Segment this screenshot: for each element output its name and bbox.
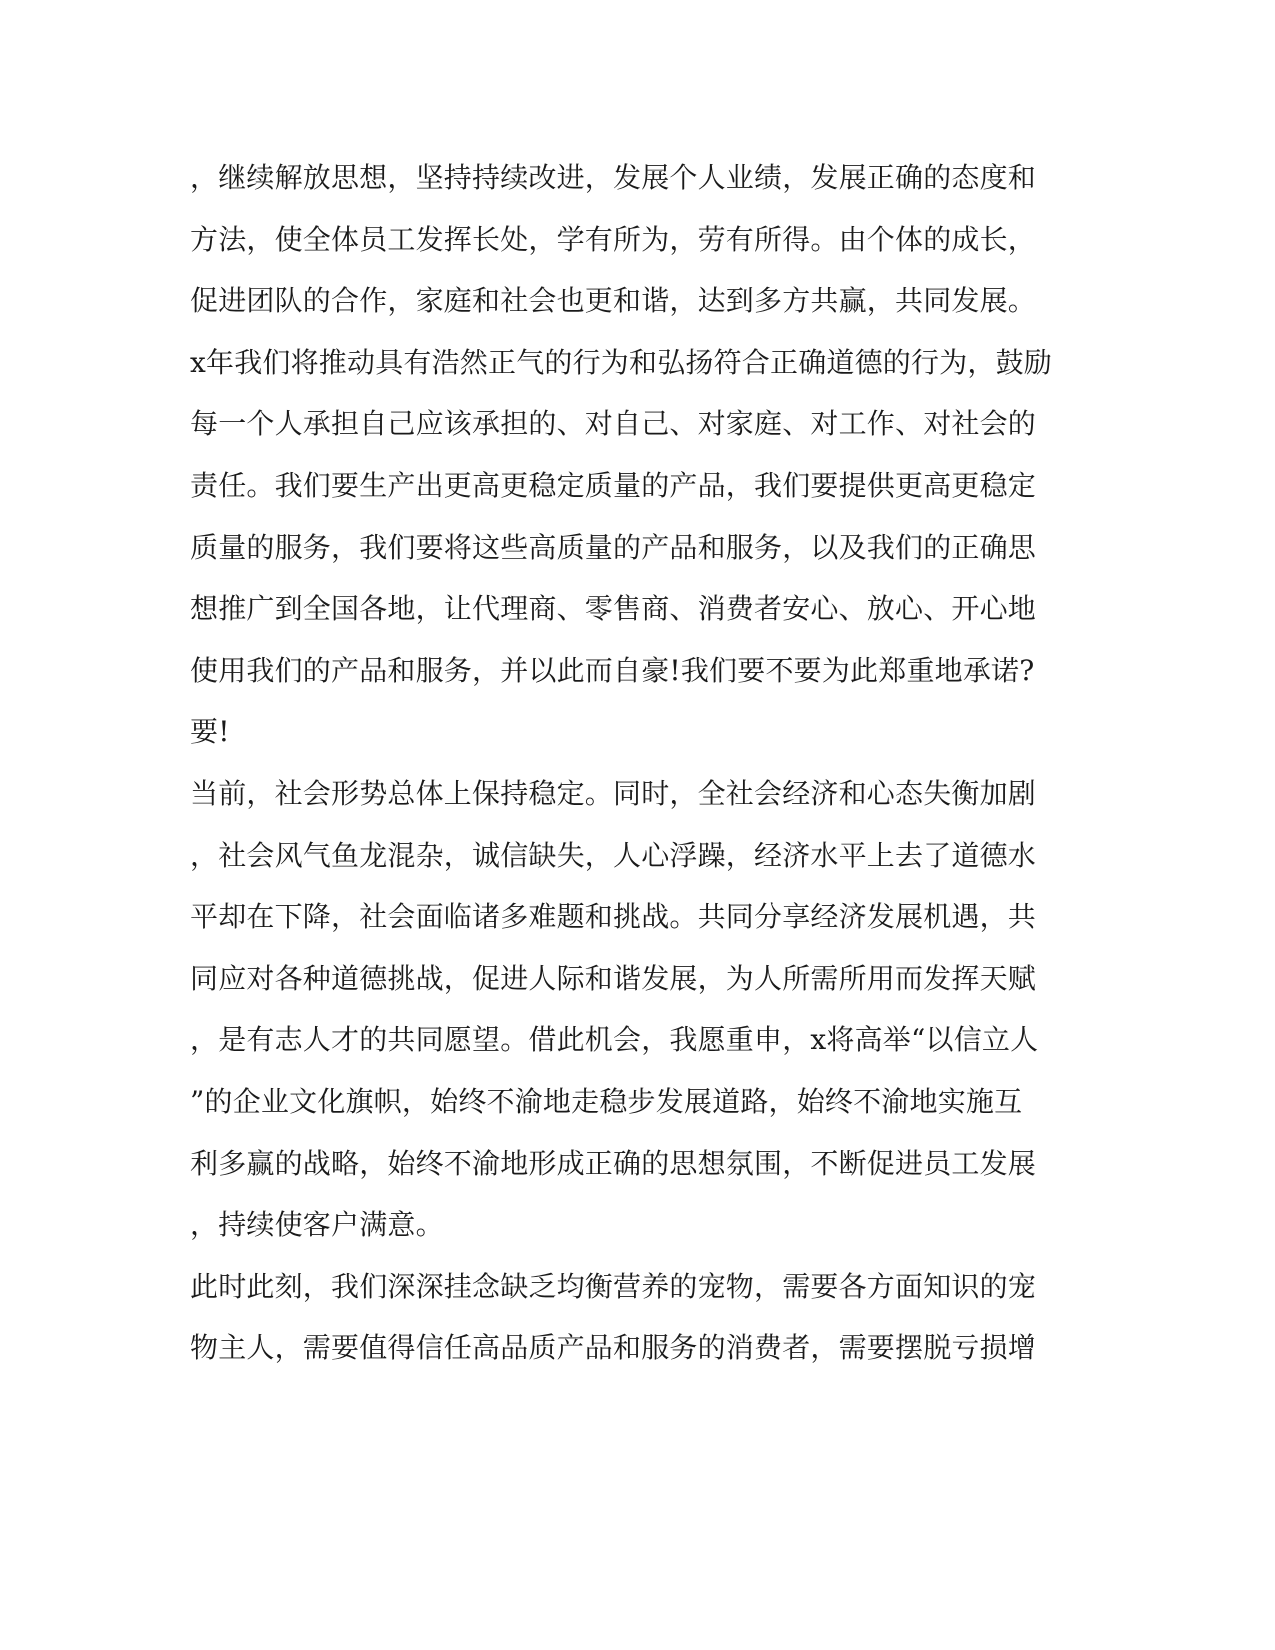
text-line: 要!: [190, 715, 230, 748]
text-line: 平却在下降，社会面临诸多难题和挑战。共同分享经济发展机遇，共: [190, 900, 1037, 933]
text-line: 质量的服务，我们要将这些高质量的产品和服务，以及我们的正确思: [190, 531, 1037, 564]
text-line: ，是有志人才的共同愿望。借此机会，我愿重申，x将高举“以信立人: [190, 1023, 1039, 1056]
text-line: ”的企业文化旗帜，始终不渝地走稳步发展道路，始终不渝地实施互: [190, 1085, 1023, 1118]
text-line: 想推广到全国各地，让代理商、零售商、消费者安心、放心、开心地: [190, 592, 1037, 625]
text-line: 利多赢的战略，始终不渝地形成正确的思想氛围，不断促进员工发展: [190, 1147, 1037, 1180]
text-line: 每一个人承担自己应该承担的、对自己、对家庭、对工作、对社会的: [190, 407, 1037, 440]
text-line: x年我们将推动具有浩然正气的行为和弘扬符合正确道德的行为，鼓励: [190, 346, 1052, 379]
text-line: 物主人，需要值得信任高品质产品和服务的消费者，需要摆脱亏损增: [190, 1331, 1037, 1364]
text-line: 促进团队的合作，家庭和社会也更和谐，达到多方共赢，共同发展。: [190, 284, 1037, 317]
text-line: ，持续使客户满意。: [190, 1208, 444, 1241]
text-line: 使用我们的产品和服务，并以此而自豪!我们要不要为此郑重地承诺?: [190, 654, 1035, 687]
text-line: ，继续解放思想，坚持持续改进，发展个人业绩，发展正确的态度和: [190, 161, 1037, 194]
text-line: 方法，使全体员工发挥长处，学有所为，劳有所得。由个体的成长，: [190, 223, 1037, 256]
text-line: 此时此刻，我们深深挂念缺乏均衡营养的宠物，需要各方面知识的宠: [190, 1270, 1037, 1303]
text-line: 责任。我们要生产出更高更稳定质量的产品，我们要提供更高更稳定: [190, 469, 1037, 502]
text-line: ，社会风气鱼龙混杂，诚信缺失，人心浮躁，经济水平上去了道德水: [190, 839, 1037, 872]
text-line: 当前，社会形势总体上保持稳定。同时，全社会经济和心态失衡加剧: [190, 777, 1037, 810]
text-line: 同应对各种道德挑战，促进人际和谐发展，为人所需所用而发挥天赋: [190, 962, 1037, 995]
